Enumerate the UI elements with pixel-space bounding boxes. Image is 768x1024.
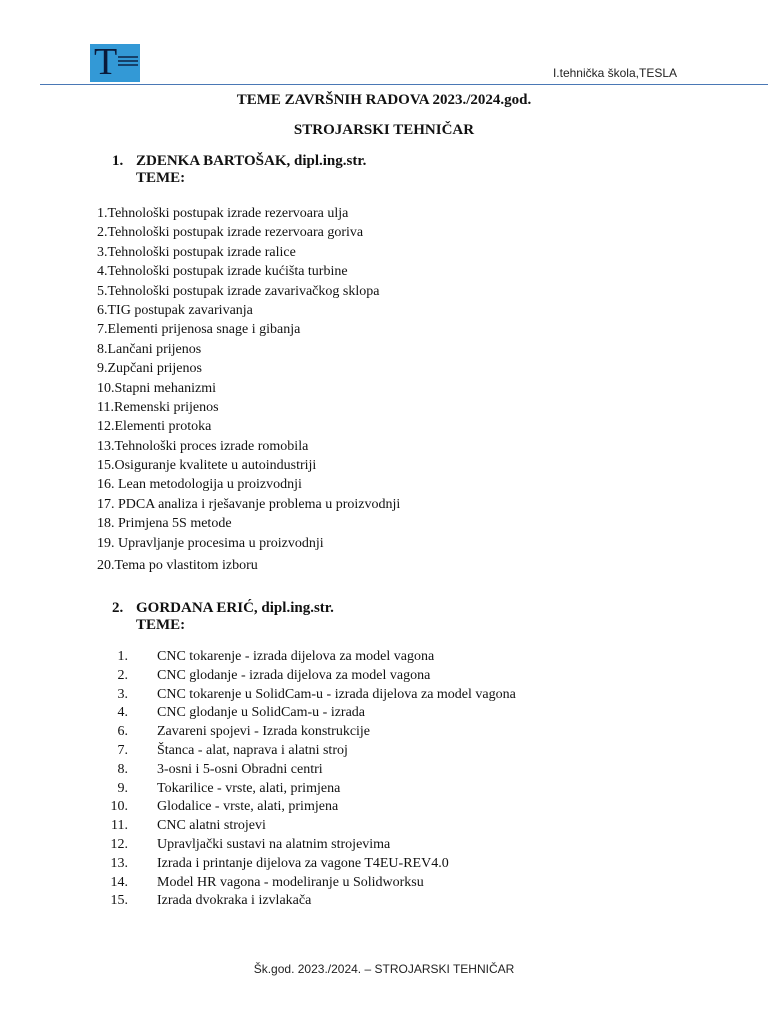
school-name: I.tehnička škola,TESLA: [552, 66, 677, 80]
topic-item: [110, 667, 431, 686]
section-2-header: [112, 600, 334, 634]
topic-number: 2.: [117, 667, 128, 683]
topic-text: Tokarilice - vrste, alati, primjena: [157, 780, 341, 796]
topic-number: 11.: [111, 818, 128, 834]
topic-text: CNC alatni strojevi: [157, 818, 266, 834]
topic-item: 16. Lean metodologija u proizvodnji: [97, 477, 302, 493]
topic-item: 18. Primjena 5S metode: [97, 516, 232, 532]
logo-text-lines: [118, 56, 138, 70]
section-1-header: [112, 153, 366, 187]
topic-item: 6.TIG postupak zavarivanja: [97, 302, 253, 318]
topic-number: 12.: [110, 836, 128, 852]
topic-text: Izrada i printanje dijelova za vagone T4EU-REV4.0: [157, 855, 449, 871]
topic-text: 3-osni i 5-osni Obradni centri: [157, 761, 323, 777]
header-divider: [40, 84, 768, 85]
topic-item: 2.Tehnološki postupak izrade rezervoara goriva: [97, 225, 364, 241]
topic-item: [110, 686, 516, 705]
topic-item: 17. PDCA analiza i rješavanje problema u proizvodnji: [97, 496, 401, 512]
topic-item: [110, 723, 371, 742]
topic-number: 14.: [110, 874, 128, 890]
document-title: TEME ZAVRŠNIH RADOVA 2023./2024.god.: [236, 92, 532, 108]
section-1-topic-list: [97, 204, 400, 575]
topic-text: CNC tokarenje u SolidCam-u - izrada dijelova za model vagona: [157, 686, 516, 702]
topic-number: 1.: [117, 649, 128, 664]
topic-item: [110, 648, 435, 667]
section-number: 2.: [112, 600, 124, 616]
section-author: GORDANA ERIĆ, dipl.ing.str.: [136, 600, 334, 616]
topic-item: [110, 836, 391, 855]
topic-number: 13.: [110, 855, 128, 871]
section-number: 1.: [112, 153, 124, 169]
topic-item: [110, 874, 424, 893]
section-label: TEME:: [136, 617, 186, 633]
topic-text: Upravljački sustavi na alatnim strojevima: [157, 836, 391, 852]
topic-number: 6.: [117, 724, 128, 740]
topic-item: 19. Upravljanje procesima u proizvodnji: [97, 535, 324, 551]
topic-text: Izrada dvokraka i izvlakača: [157, 893, 312, 909]
topic-item: 10.Stapni mehanizmi: [97, 380, 216, 396]
topic-item: [110, 855, 449, 874]
topic-text: CNC glodanje - izrada dijelova za model vagona: [157, 667, 431, 683]
topic-item: 8.Lančani prijenos: [97, 341, 202, 357]
topic-item: [110, 761, 323, 780]
topic-item: 9.Zupčani prijenos: [97, 361, 202, 377]
topic-number: 4.: [117, 705, 128, 721]
page-footer: Šk.god. 2023./2024. – STROJARSKI TEHNIČAR: [253, 962, 515, 976]
topic-number: 8.: [117, 761, 128, 777]
section-2-topic-list: [110, 648, 516, 911]
topic-item: 15.Osiguranje kvalitete u autoindustriji: [97, 458, 317, 474]
topic-item: [110, 892, 312, 911]
topic-text: Zavareni spojevi - Izrada konstrukcije: [157, 724, 371, 740]
topic-item: 5.Tehnološki postupak izrade zavarivačkog sklopa: [97, 283, 380, 299]
school-logo: [90, 41, 140, 83]
topic-item: [110, 704, 366, 723]
section-label: TEME:: [136, 170, 186, 186]
topic-item: 4.Tehnološki postupak izrade kućišta turbine: [97, 264, 348, 280]
topic-number: 10.: [110, 799, 128, 815]
section-author: ZDENKA BARTOŠAK, dipl.ing.str.: [136, 153, 367, 169]
topic-item: [110, 780, 341, 799]
topic-number: 9.: [117, 780, 128, 796]
topic-number: 3.: [117, 686, 128, 702]
document-subtitle: STROJARSKI TEHNIČAR: [293, 122, 475, 138]
topic-item: 20.Tema po vlastitom izboru: [97, 558, 258, 574]
topic-item: 3.Tehnološki postupak izrade ralice: [97, 244, 296, 260]
topic-item: [110, 742, 348, 761]
topic-text: CNC glodanje u SolidCam-u - izrada: [157, 705, 366, 721]
topic-item: 13.Tehnološki proces izrade romobila: [97, 438, 309, 454]
topic-text: CNC tokarenje - izrada dijelova za model vagona: [157, 649, 435, 664]
topic-item: [110, 798, 339, 817]
logo-letter: T: [94, 41, 118, 83]
topic-text: Štanca - alat, naprava i alatni stroj: [157, 742, 348, 758]
topic-text: Model HR vagona - modeliranje u Solidworksu: [157, 874, 424, 890]
topic-item: [110, 817, 266, 836]
topic-text: Glodalice - vrste, alati, primjena: [157, 799, 339, 815]
topic-item: 1.Tehnološki postupak izrade rezervoara ulja: [97, 206, 349, 221]
topic-item: 12.Elementi protoka: [97, 419, 212, 435]
topic-number: 7.: [117, 742, 128, 758]
topic-item: 11.Remenski prijenos: [97, 399, 219, 415]
topic-number: 15.: [110, 893, 128, 909]
topic-item: 7.Elementi prijenosa snage i gibanja: [97, 322, 301, 338]
